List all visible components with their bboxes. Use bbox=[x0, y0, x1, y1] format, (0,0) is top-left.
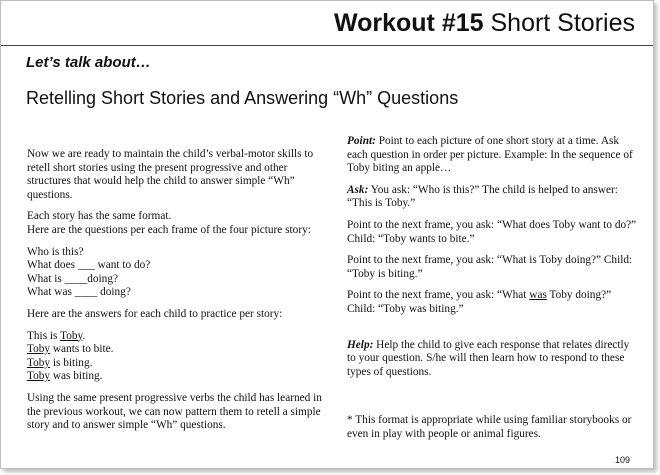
workout-title: Short Stories bbox=[490, 9, 635, 37]
footnote: * This format is appropriate while using familiar storybooks or even in play with people or animal figures. bbox=[347, 414, 632, 440]
paragraph: Here are the answers for each child to practice per story: bbox=[27, 307, 283, 320]
paragraph: Now we are ready to maintain the child’s verbal-motor skills to retell short stories using the present progressive and other structures that would help the child to answer simple “Wh” questions. bbox=[27, 148, 314, 201]
question-item: What was ____ doing? bbox=[27, 286, 131, 299]
point-label: Point: bbox=[347, 135, 376, 147]
ask-label: Ask: bbox=[347, 183, 369, 196]
paragraph: Point to the next frame, you ask: “What is Toby doing?” Child: “Toby is biting.” bbox=[347, 254, 633, 280]
paragraph: Using the same present progressive verbs the child has learned in the previous workout, we can now pattern them to retell a simple story and to answer simple “Wh” questions. bbox=[27, 391, 322, 432]
paragraph: Here are the questions per each frame of the four picture story: bbox=[27, 223, 311, 236]
help-paragraph: Help: Help the child to give each response that relates directly to your question. S/he will then learn how to respond to these types of questions. bbox=[347, 338, 630, 378]
point-paragraph: Point: Point to each picture of one short story at a time. Ask each question in order per picture. Example: In the sequence of Toby biting an apple… bbox=[347, 135, 633, 175]
left-column bbox=[27, 148, 327, 433]
answer-item: Toby is biting. bbox=[27, 356, 93, 369]
answer-item: Toby wants to bite. bbox=[27, 343, 114, 356]
page-header bbox=[334, 9, 635, 38]
paragraph: Each story has the same format. bbox=[27, 210, 172, 223]
intro-heading: Let’s talk about… bbox=[26, 54, 151, 71]
page-number: 109 bbox=[614, 455, 630, 465]
question-item: What is ____doing? bbox=[27, 272, 118, 285]
answer-item: Toby was biting. bbox=[27, 370, 103, 383]
paragraph: Point to the next frame, you ask: “What was Toby doing?” Child: “Toby was biting.” bbox=[347, 289, 612, 315]
paragraph: Point to the next frame, you ask: “What does Toby want to do?” Child: “Toby wants to bite.” bbox=[347, 218, 637, 245]
question-item: What does ___ want to do? bbox=[27, 259, 151, 272]
right-column bbox=[347, 135, 637, 442]
help-label: Help: bbox=[347, 338, 374, 351]
ask-paragraph: Ask: You ask: “Who is this?” The child is helped to answer: “This is Toby.” bbox=[347, 183, 618, 210]
workout-number: Workout #15 bbox=[333, 9, 484, 37]
header-divider bbox=[1, 45, 653, 46]
answer-item: This is Toby. bbox=[27, 329, 86, 342]
section-subtitle: Retelling Short Stories and Answering “Wh” Questions bbox=[26, 88, 459, 108]
question-item: Who is this? bbox=[27, 245, 84, 258]
